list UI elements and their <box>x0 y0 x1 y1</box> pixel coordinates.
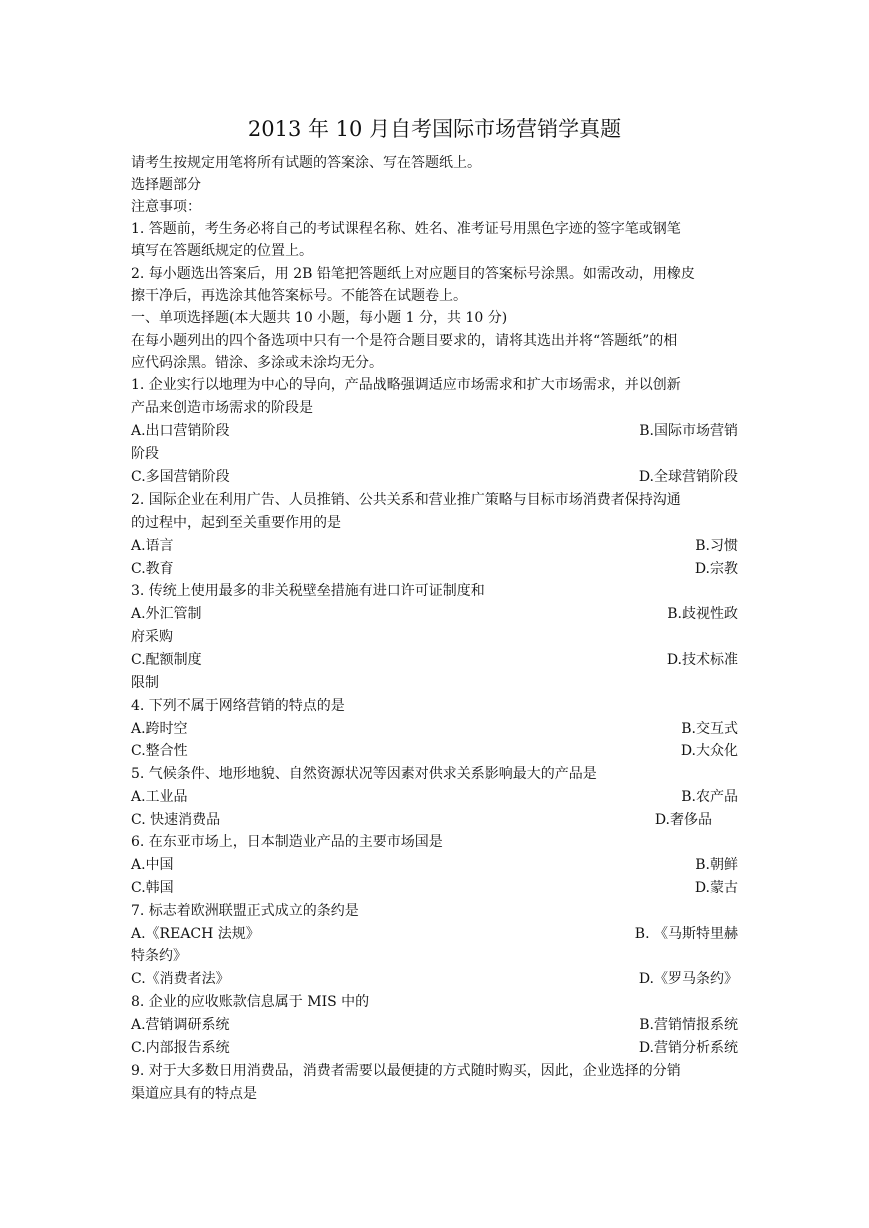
q2-option-a: A.语言 <box>131 538 174 554</box>
page-title: 2013 年 10 月自考国际市场营销学真题 <box>247 117 622 141</box>
q8-option-b: B.营销情报系统 <box>639 1017 738 1033</box>
note1-line1: 1. 答题前，考生务必将自己的考试课程名称、姓名、准考证号用黑色字迹的签字笔或钢笔 <box>131 221 681 237</box>
part1-desc-line1: 在每小题列出的四个备选项中只有一个是符合题目要求的，请将其选出并将“答题纸”的相 <box>131 333 678 349</box>
q4-option-d: D.大众化 <box>680 743 738 759</box>
q7-option-b-cont: 特条约》 <box>131 948 187 964</box>
note2-line2: 擦干净后，再选涂其他答案标号。不能答在试题卷上。 <box>131 288 467 304</box>
notes-label: 注意事项： <box>131 199 201 215</box>
part1-heading: 一、单项选择题(本大题共 10 小题，每小题 1 分，共 10 分) <box>131 310 508 326</box>
part1-desc-line2: 应代码涂黑。错涂、多涂或未涂均无分。 <box>131 355 383 371</box>
q3-option-a: A.外汇管制 <box>131 606 202 622</box>
q1-option-a: A.出口营销阶段 <box>131 423 230 439</box>
q7-option-c: C.《消费者法》 <box>131 971 230 987</box>
q1-option-b-cont: 阶段 <box>131 446 159 462</box>
q8-option-d: D.营销分析系统 <box>638 1040 738 1056</box>
section-label: 选择题部分 <box>131 177 201 193</box>
q2-option-b: B.习惯 <box>695 538 738 554</box>
q9-stem-line1: 9. 对于大多数日用消费品，消费者需要以最便捷的方式随时购买，因此，企业选择的分销 <box>131 1063 681 1079</box>
q7-option-b: B. 《马斯特里赫 <box>634 926 738 942</box>
q3-option-d-cont: 限制 <box>131 675 159 691</box>
instruction-text: 请考生按规定用笔将所有试题的答案涂、写在答题纸上。 <box>131 155 481 171</box>
q1-stem-line2: 产品来创造市场需求的阶段是 <box>131 400 313 416</box>
q1-option-d: D.全球营销阶段 <box>638 469 738 485</box>
q6-option-c: C.韩国 <box>131 880 174 896</box>
note2-line1: 2. 每小题选出答案后，用 2B 铅笔把答题纸上对应题目的答案标号涂黑。如需改动，用橡皮 <box>131 266 695 282</box>
q8-stem-line1: 8. 企业的应收账款信息属于 MIS 中的 <box>131 994 370 1010</box>
q3-option-c: C.配额制度 <box>131 652 202 668</box>
q1-option-b: B.国际市场营销 <box>639 423 738 439</box>
q2-option-c: C.教育 <box>131 561 174 577</box>
q5-stem-line1: 5. 气候条件、地形地貌、自然资源状况等因素对供求关系影响最大的产品是 <box>131 766 597 782</box>
q9-stem-line2: 渠道应具有的特点是 <box>131 1086 257 1102</box>
q8-option-c: C.内部报告系统 <box>131 1040 230 1056</box>
q3-option-d: D.技术标准 <box>666 652 738 668</box>
q5-option-b: B.农产品 <box>681 789 738 805</box>
q5-option-d: D.奢侈品 <box>654 812 712 828</box>
q5-option-a: A.工业品 <box>131 789 188 805</box>
q2-stem-line1: 2. 国际企业在利用广告、人员推销、公共关系和营业推广策略与目标市场消费者保持沟通 <box>131 492 681 508</box>
q7-option-a: A.《REACH 法规》 <box>131 926 260 942</box>
q2-stem-line2: 的过程中，起到至关重要作用的是 <box>131 515 341 531</box>
q3-option-b: B.歧视性政 <box>667 606 738 622</box>
q8-option-a: A.营销调研系统 <box>131 1017 230 1033</box>
q4-option-a: A.跨时空 <box>131 721 188 737</box>
q2-option-d: D.宗教 <box>694 561 738 577</box>
q3-option-b-cont: 府采购 <box>131 629 173 645</box>
q6-option-d: D.蒙古 <box>694 880 738 896</box>
q1-option-c: C.多国营销阶段 <box>131 469 230 485</box>
q3-stem-line1: 3. 传统上使用最多的非关税壁垒措施有进口许可证制度和 <box>131 583 485 599</box>
q6-option-b: B.朝鲜 <box>695 857 738 873</box>
q5-option-c: C. 快速消费品 <box>131 812 221 828</box>
q7-stem-line1: 7. 标志着欧洲联盟正式成立的条约是 <box>131 903 359 919</box>
q6-stem-line1: 6. 在东亚市场上，日本制造业产品的主要市场国是 <box>131 834 443 850</box>
q1-stem-line1: 1. 企业实行以地理为中心的导向，产品战略强调适应市场需求和扩大市场需求，并以创新 <box>131 377 681 393</box>
q7-option-d: D.《罗马条约》 <box>638 971 738 987</box>
q6-option-a: A.中国 <box>131 857 174 873</box>
q4-stem-line1: 4. 下列不属于网络营销的特点的是 <box>131 698 345 714</box>
q4-option-c: C.整合性 <box>131 743 188 759</box>
note1-line2: 填写在答题纸规定的位置上。 <box>131 243 313 259</box>
q4-option-b: B.交互式 <box>681 721 738 737</box>
